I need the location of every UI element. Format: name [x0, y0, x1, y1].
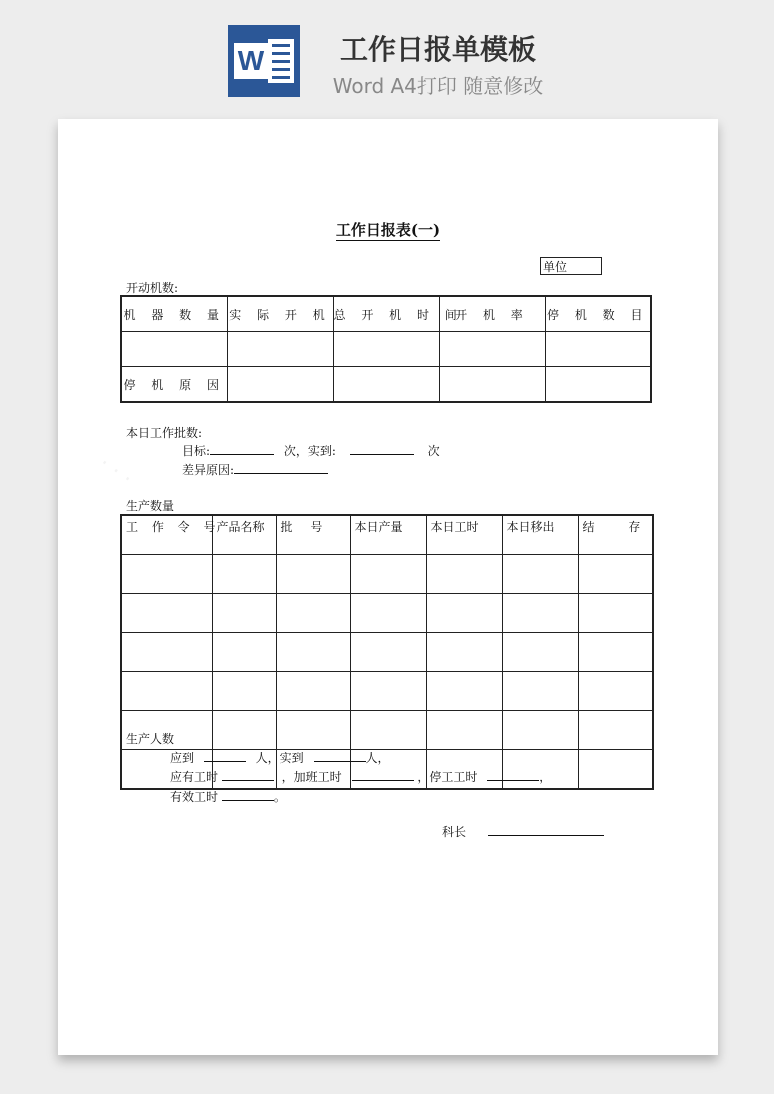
- downtime-reason-label: 停 机 原 因: [121, 367, 227, 403]
- hours-should-label: 应有工时: [170, 770, 219, 784]
- table-header-cell: 机 器 数 量: [121, 296, 227, 332]
- target-blank[interactable]: [210, 442, 274, 455]
- table-cell[interactable]: [426, 672, 502, 711]
- table-cell[interactable]: [212, 711, 276, 750]
- unit-field[interactable]: 单位: [540, 257, 602, 275]
- word-logo-icon: [228, 25, 300, 97]
- hours-should-blank[interactable]: [222, 768, 274, 781]
- table-cell[interactable]: [502, 555, 578, 594]
- table-header-cell: 本日产量: [350, 515, 426, 555]
- table-cell[interactable]: [333, 332, 439, 367]
- table-cell[interactable]: [350, 594, 426, 633]
- machines-label: 开动机数:: [126, 281, 179, 295]
- table-header-cell: 总 开 机 时 间: [333, 296, 439, 332]
- actual-label: 次，实到:: [283, 444, 336, 458]
- table-cell[interactable]: [426, 555, 502, 594]
- table-cell[interactable]: [121, 332, 227, 367]
- table-header-cell: 本日工时: [426, 515, 502, 555]
- effective-label: 有效工时: [170, 790, 219, 804]
- table-cell[interactable]: [502, 711, 578, 750]
- table-row: [121, 711, 653, 750]
- table-cell[interactable]: [578, 711, 653, 750]
- period: 。: [273, 790, 286, 804]
- table-cell[interactable]: [212, 555, 276, 594]
- table-cell[interactable]: [426, 633, 502, 672]
- overtime-label: ，加班工时: [281, 770, 342, 784]
- chief-signature-blank[interactable]: [488, 823, 604, 836]
- table-cell[interactable]: [578, 672, 653, 711]
- table-cell[interactable]: [121, 633, 212, 672]
- table-cell[interactable]: [439, 332, 545, 367]
- table-cell[interactable]: [350, 633, 426, 672]
- table-cell[interactable]: [578, 594, 653, 633]
- table-cell[interactable]: [578, 750, 653, 790]
- table-cell[interactable]: [350, 555, 426, 594]
- word-logo-letter: W: [234, 43, 268, 79]
- people-actual-blank[interactable]: [314, 749, 366, 762]
- target-row: [182, 442, 440, 459]
- table-cell[interactable]: [212, 594, 276, 633]
- banner-title: 工作日报单模板: [339, 33, 536, 66]
- hours-row: [170, 768, 551, 785]
- effective-row: [170, 788, 286, 805]
- table-cell[interactable]: [276, 633, 350, 672]
- comma: ，: [539, 770, 552, 784]
- people-label: 生产人数: [126, 732, 175, 746]
- table-row: [121, 633, 653, 672]
- table-cell[interactable]: [276, 711, 350, 750]
- table-cell[interactable]: [502, 594, 578, 633]
- table-cell[interactable]: [350, 672, 426, 711]
- table-cell[interactable]: [121, 594, 212, 633]
- table-row: [121, 555, 653, 594]
- table-cell[interactable]: [276, 594, 350, 633]
- table-row: [121, 594, 653, 633]
- table-row: [121, 672, 653, 711]
- table-cell[interactable]: [426, 711, 502, 750]
- table-cell[interactable]: [333, 367, 439, 403]
- table-cell[interactable]: [578, 633, 653, 672]
- chief-row: [442, 823, 604, 840]
- diff-label: 差异原因:: [182, 463, 235, 477]
- table-cell[interactable]: [121, 672, 212, 711]
- table-cell[interactable]: [121, 555, 212, 594]
- people-actual-label: 人，实到: [255, 751, 304, 765]
- document-title: 工作日报表(一): [335, 221, 441, 239]
- diff-blank[interactable]: [234, 461, 328, 474]
- table-cell[interactable]: [212, 633, 276, 672]
- times-label: 次: [427, 444, 440, 458]
- table-cell[interactable]: [502, 672, 578, 711]
- machine-table: [120, 295, 652, 403]
- table-cell[interactable]: [212, 672, 276, 711]
- table-cell[interactable]: [227, 332, 333, 367]
- table-cell[interactable]: [545, 332, 651, 367]
- table-cell[interactable]: [426, 594, 502, 633]
- chief-label: 科长: [442, 825, 467, 839]
- table-header-cell: 批 号: [276, 515, 350, 555]
- people-row: [170, 749, 390, 766]
- production-label: 生产数量: [126, 499, 175, 513]
- people-end-label: 人，: [365, 751, 390, 765]
- target-label: 目标:: [182, 444, 211, 458]
- table-header-cell: 开 机 率: [439, 296, 545, 332]
- stop-label: ，停工工时: [417, 770, 478, 784]
- template-banner: [0, 0, 774, 118]
- table-cell[interactable]: [439, 367, 545, 403]
- table-header-cell: 工 作 令 号: [121, 515, 212, 555]
- table-header-cell: 产品名称: [212, 515, 276, 555]
- actual-blank[interactable]: [350, 442, 414, 455]
- table-header-cell: 本日移出: [502, 515, 578, 555]
- overtime-blank[interactable]: [352, 768, 414, 781]
- watermark: · · ·: [93, 451, 137, 492]
- table-cell[interactable]: [227, 367, 333, 403]
- batches-label: 本日工作批数:: [126, 426, 203, 440]
- document-page: [58, 119, 718, 1055]
- table-cell[interactable]: [502, 633, 578, 672]
- effective-blank[interactable]: [222, 788, 274, 801]
- table-cell[interactable]: [276, 672, 350, 711]
- table-cell[interactable]: [276, 555, 350, 594]
- table-header-cell: 结 存: [578, 515, 653, 555]
- table-header-cell: 停 机 数 目: [545, 296, 651, 332]
- stop-blank[interactable]: [487, 768, 539, 781]
- table-cell[interactable]: [578, 555, 653, 594]
- banner-subtitle: Word A4打印 随意修改: [332, 74, 544, 98]
- should-blank[interactable]: [204, 749, 246, 762]
- table-cell[interactable]: [350, 711, 426, 750]
- diff-row: [182, 461, 328, 478]
- table-header-cell: 实 际 开 机: [227, 296, 333, 332]
- should-label: 应到: [170, 751, 195, 765]
- table-cell[interactable]: [545, 367, 651, 403]
